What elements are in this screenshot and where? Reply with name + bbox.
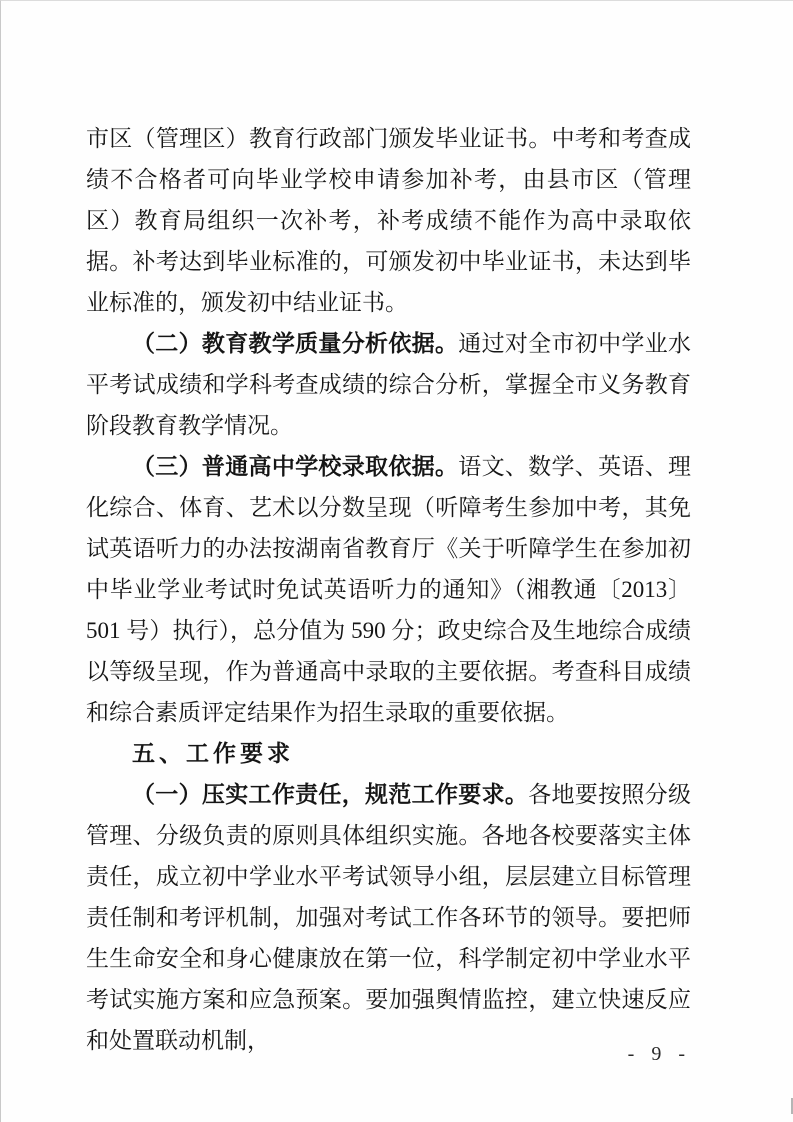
paragraph-high-school-admission-basis [86,446,691,733]
page-number: - 9 - [627,1043,691,1065]
paragraph-text: 通过对全市初中学业水平考试成绩和学科考查成绩的综合分析，掌握全市义务教育阶段教育教学情况。 [86,331,692,438]
paragraph-graduation-certificates [86,118,691,323]
paragraph-lead-bold: （一）压实工作责任，规范工作要求。 [132,782,529,807]
paragraph-lead-bold: （二）教育教学质量分析依据。 [132,331,459,356]
paragraph-text: 市区（管理区）教育行政部门颁发毕业证书。中考和考查成绩不合格者可向毕业学校申请参加补考，由县市区（管理区）教育局组织一次补考，补考成绩不能作为高中录取依据。补考达到毕业标准的，可颁发初中毕业证书，未达到毕业标准的，颁发初中结业证书。 [86,126,691,315]
section-heading-text: 五、工作要求 [132,740,294,766]
paragraph-text: 各地要按照分级管理、分级负责的原则具体组织实施。各地各校要落实主体责任，成立初中学业水平考试领导小组，层层建立目标管理责任制和考评机制，加强对考试工作各环节的领导。要把师生生命安全和身心健康放在第一位，科学制定初中学业水平考试实施方案和应急预案。要加强舆情监控，建立快速反应和处置联动机制， [86,782,692,1053]
section-heading-work-requirements [86,733,691,774]
paragraph-lead-bold: （三）普通高中学校录取依据。 [132,454,459,479]
paragraph-teaching-quality-analysis [86,323,691,446]
document-body [86,118,691,1061]
paragraph-text: 语文、数学、英语、理化综合、体育、艺术以分数呈现（听障考生参加中考，其免试英语听力的办法按湖南省教育厅《关于听障学生在参加初中毕业学业考试时免试英语听力的通知》（湘教通〔2013〕501 号）执行），总分值为 590 分；政史综合及生地综合成绩以等级呈现，作为普通高中录取的主要依据。考查科目成绩和综合素质评定结果作为招生录取的重要依据。 [86,454,692,725]
paragraph-responsibility-requirements [86,774,691,1061]
